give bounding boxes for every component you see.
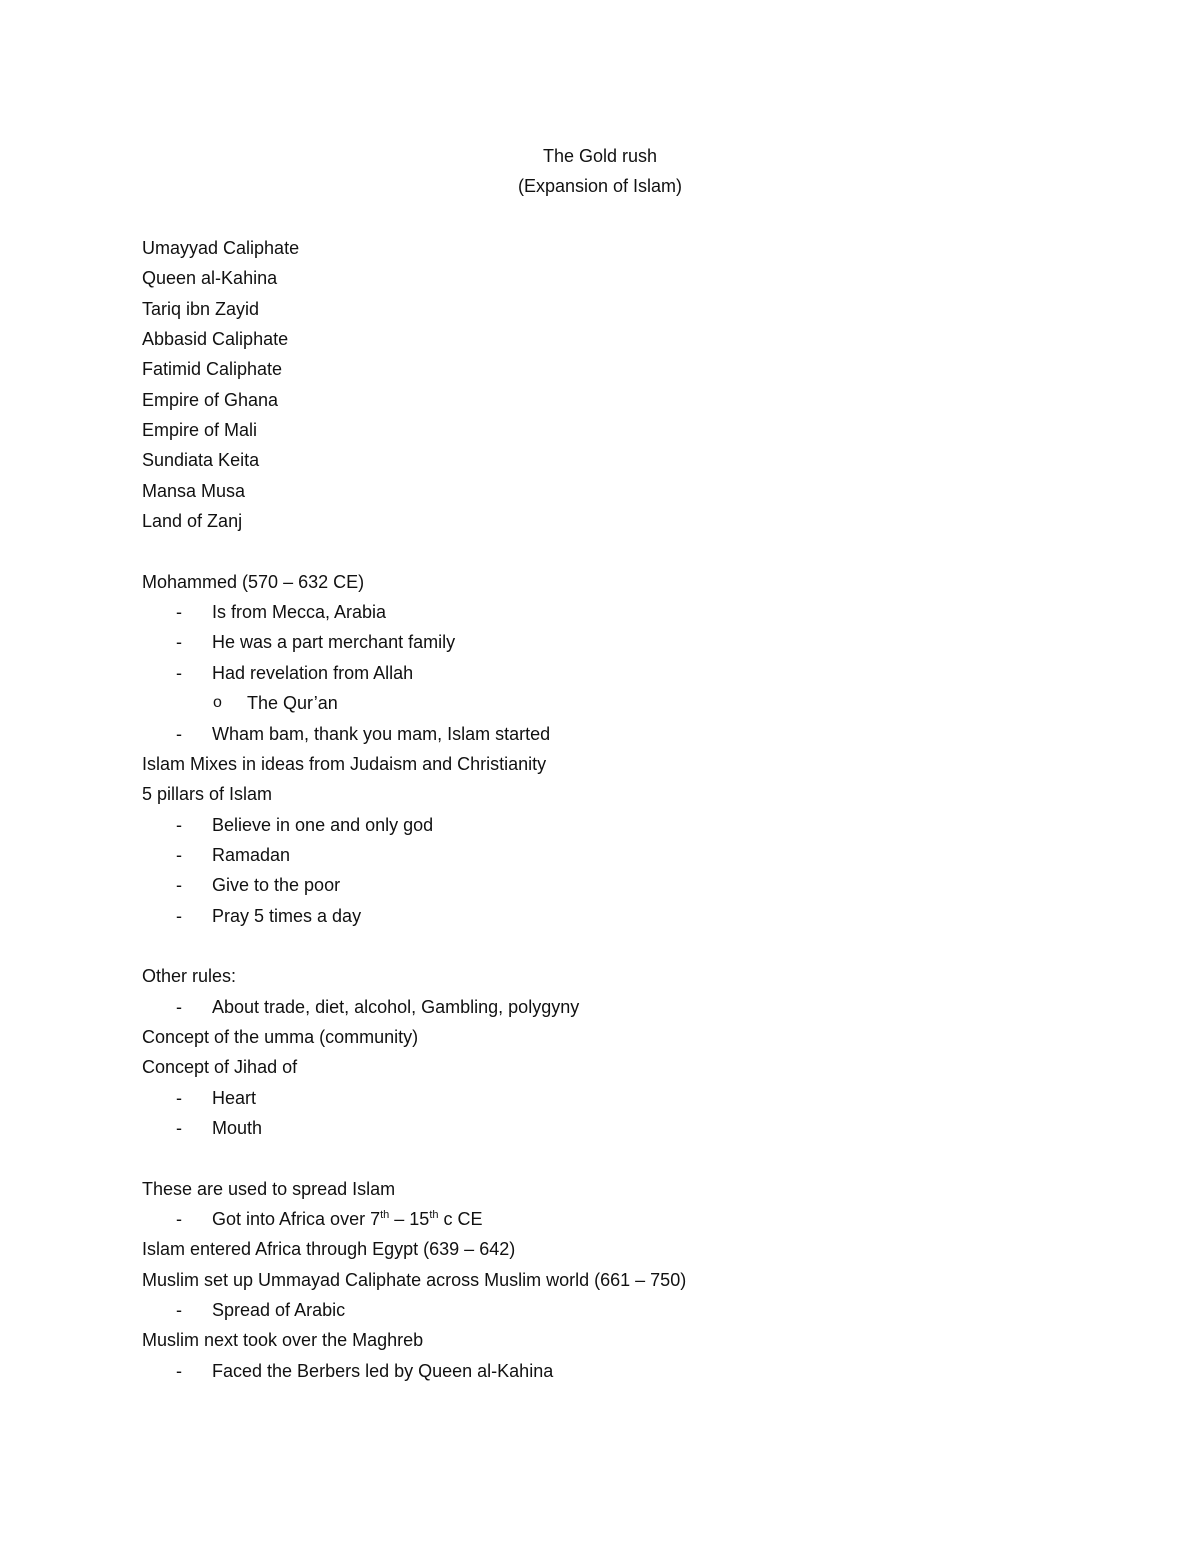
bullet-text: He was a part merchant family [212,632,456,653]
term-item: Abbasid Caliphate [142,329,289,350]
bullet-item [142,1295,1142,1325]
bullet-text: Wham bam, thank you mam, Islam started [212,723,551,744]
dash-marker: - [176,844,182,865]
dash-marker: - [176,662,182,683]
term-item: Umayyad Caliphate [142,238,300,258]
term-item: Queen al-Kahina [142,268,278,289]
bullet-text: Believe in one and only god [212,814,434,835]
bullet-text: Ramadan [212,844,291,865]
bullet-text: c CE [438,1209,483,1229]
term-item: Fatimid Caliphate [142,359,283,380]
bullet-text: Give to the poor [212,875,341,896]
ummayad-heading: Muslim set up Ummayad Caliphate across Muslim world (661 – 750) [142,1269,687,1290]
superscript: th [429,1209,439,1221]
bullet-text: Spread of Arabic [212,1300,346,1321]
dash-marker: - [176,814,182,835]
term-item: Mansa Musa [142,480,246,501]
pillars-heading: 5 pillars of Islam [142,784,273,805]
maghreb-heading: Muslim next took over the Maghreb [142,1330,424,1351]
bullet-text: Is from Mecca, Arabia [212,602,387,623]
dash-marker: - [176,723,182,744]
superscript: th [380,1209,390,1221]
bullet-item [142,627,1142,657]
dash-marker: - [176,1209,182,1229]
bullet-item [142,1356,1142,1386]
jihad-heading: Concept of Jihad of [142,1057,298,1078]
bullet-item [142,1204,1142,1234]
bullet-item [142,810,1142,840]
bullet-text: – 15 [389,1209,430,1229]
document-subtitle: (Expansion of Islam) [517,176,683,196]
dash-marker: - [176,1087,182,1108]
bullet-item [142,658,1142,688]
dash-marker: - [176,632,182,653]
dash-marker: - [176,1360,182,1381]
bullet-text: Pray 5 times a day [212,905,362,926]
blank-line [142,1143,1142,1173]
paragraph-line: Concept of the umma (community) [142,1026,419,1047]
term-item: Land of Zanj [142,511,243,532]
bullet-text: Heart [212,1087,257,1108]
bullet-item [142,840,1142,870]
bullet-item [142,597,1142,627]
bullet-text: About trade, diet, alcohol, Gambling, polygyny [212,996,580,1017]
sub-bullet-item [142,688,1142,718]
bullet-item [142,719,1142,749]
bullet-text: Got into Africa over 7 [212,1209,381,1229]
bullet-text: Mouth [212,1117,263,1138]
other-rules-heading: Other rules: [142,966,237,987]
bullet-item [142,870,1142,900]
document-body [142,233,1142,1386]
bullet-item [142,1083,1142,1113]
blank-line [142,931,1142,961]
spread-heading: These are used to spread Islam [142,1178,396,1199]
bullet-text: Faced the Berbers led by Queen al-Kahina [212,1360,554,1381]
bullet-item [142,992,1142,1022]
dash-marker: - [176,996,182,1017]
dash-marker: - [176,1117,182,1138]
mohammed-heading: Mohammed (570 – 632 CE) [142,571,365,592]
term-item: Empire of Ghana [142,389,279,410]
circle-marker: o [213,694,222,712]
dash-marker: - [176,602,182,623]
bullet-item [142,901,1142,931]
bullet-text: Had revelation from Allah [212,662,414,683]
bullet-item [142,1113,1142,1143]
term-item: Sundiata Keita [142,450,260,471]
document-title: The Gold rush [542,146,658,166]
dash-marker: - [176,1300,182,1321]
paragraph-line: Islam entered Africa through Egypt (639 – 642) [142,1239,516,1260]
blank-line [142,536,1142,566]
dash-marker: - [176,905,182,926]
term-item: Tariq ibn Zayid [142,298,260,319]
term-item: Empire of Mali [142,420,258,441]
paragraph-line: Islam Mixes in ideas from Judaism and Christianity [142,753,547,774]
sub-bullet-text: The Qur’an [247,693,338,714]
dash-marker: - [176,875,182,896]
